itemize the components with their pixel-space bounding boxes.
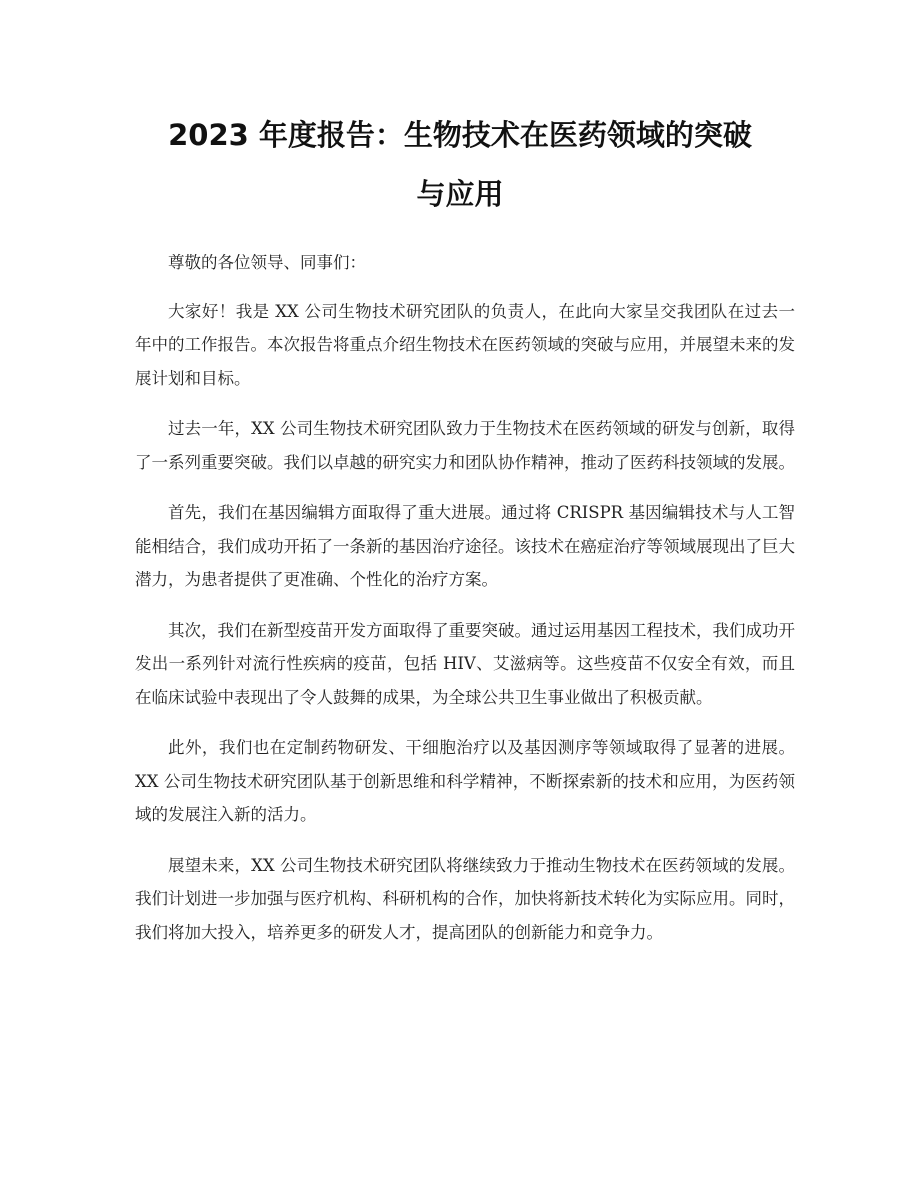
paragraph-gene-editing: 首先，我们在基因编辑方面取得了重大进展。通过将 CRISPR 基因编辑技术与人工智能相结合，我们成功开拓了一条新的基因治疗途径。该技术在癌症治疗等领域展现出了巨大潜力，为患者提供了更准确、个性化的治疗方案。 <box>135 503 795 589</box>
paragraph-other-progress: 此外，我们也在定制药物研发、干细胞治疗以及基因测序等领域取得了显著的进展。XX 公司生物技术研究团队基于创新思维和科学精神，不断探索新的技术和应用，为医药领域的发展注入新的活力。 <box>135 738 795 824</box>
document-title: 2023 年度报告：生物技术在医药领域的突破 <box>168 118 752 152</box>
document-body <box>135 246 795 966</box>
paragraph-outlook: 展望未来，XX 公司生物技术研究团队将继续致力于推动生物技术在医药领域的发展。我们计划进一步加强与医疗机构、科研机构的合作，加快将新技术转化为实际应用。同时，我们将加大投入，培养更多的研发人才，提高团队的创新能力和竞争力。 <box>135 855 795 942</box>
paragraph-past-year: 过去一年，XX 公司生物技术研究团队致力于生物技术在医药领域的研发与创新，取得了一系列重要突破。我们以卓越的研究实力和团队协作精神，推动了医药科技领域的发展。 <box>135 419 795 472</box>
paragraph-introduction: 大家好！我是 XX 公司生物技术研究团队的负责人，在此向大家呈交我团队在过去一年中的工作报告。本次报告将重点介绍生物技术在医药领域的突破与应用，并展望未来的发展计划和目标。 <box>135 301 795 388</box>
salutation: 尊敬的各位领导、同事们： <box>168 253 366 272</box>
document-title-continued: 与应用 <box>416 177 504 211</box>
paragraph-vaccines: 其次，我们在新型疫苗开发方面取得了重要突破。通过运用基因工程技术，我们成功开发出一系列针对流行性疾病的疫苗，包括 HIV、艾滋病等。这些疫苗不仅安全有效，而且在临床试验中表现出了令人鼓舞的成果，为全球公共卫生事业做出了积极贡献。 <box>135 620 795 707</box>
